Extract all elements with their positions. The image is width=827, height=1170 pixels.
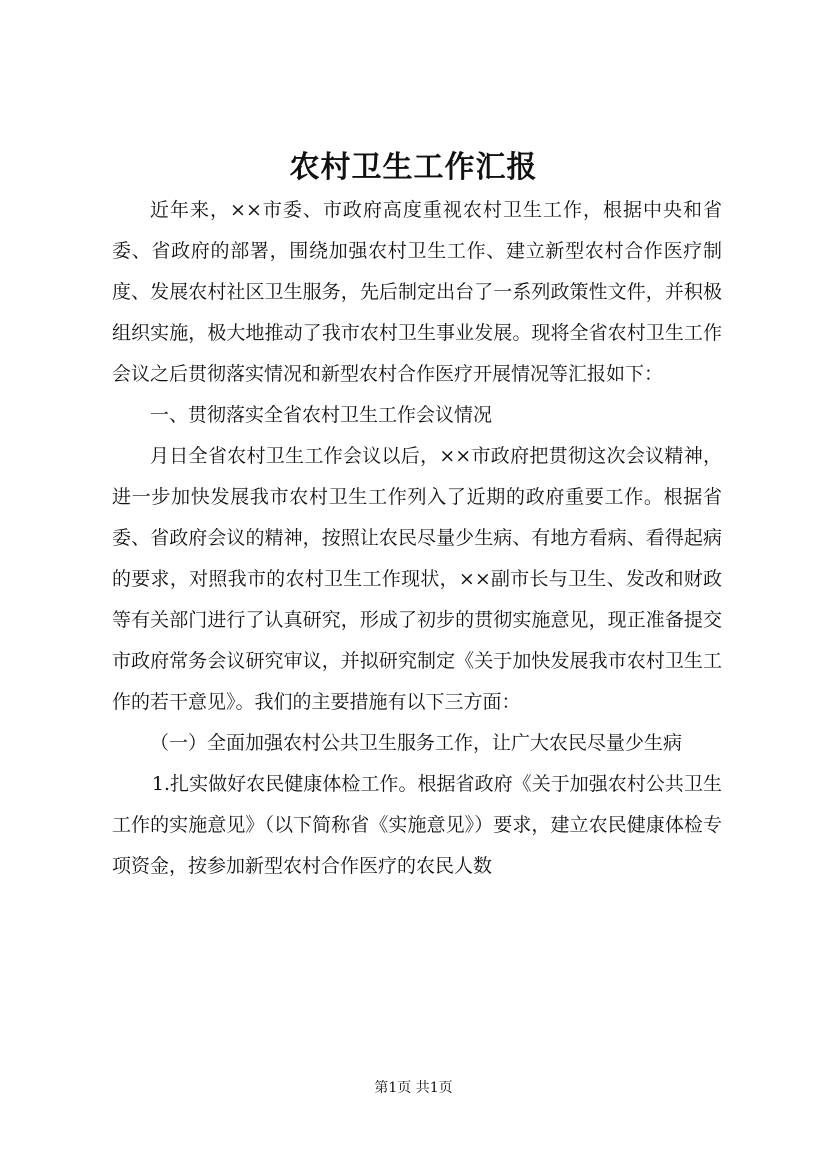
section-heading-1: 一、贯彻落实全省农村卫生工作会议情况 xyxy=(150,404,493,426)
page-footer: 第1页 共1页 xyxy=(374,1080,453,1096)
paragraph-section-1: 月日全省农村卫生工作会议以后，××市政府把贯彻这次会议精神，进一步加快发展我市农村卫生工作列入了近期的政府重要工作。根据省委、省政府会议的精神，按照让农民尽量少生病、有地方看病、看得起病的要求，对照我市的农村卫生工作现状，××副市长与卫生、发改和财政等有关部门进行了认真研究，形成了初步的贯彻实施意见，现正准备提交市政府常务会议研究审议，并拟研究制定《关于加快发展我市农村卫生工作的若干意见》。我们的主要措施有以下三方面： xyxy=(112,445,722,713)
paragraph-intro: 近年来，××市委、市政府高度重视农村卫生工作，根据中央和省委、省政府的部署，围绕加强农村卫生工作、建立新型农村合作医疗制度、发展农村社区卫生服务，先后制定出台了一系列政策性文件，并积极组织实施，极大地推动了我市农村卫生事业发展。现将全省农村卫生工作会议之后贯彻落实情况和新型农村合作医疗开展情况等汇报如下： xyxy=(112,199,722,385)
document-title: 农村卫生工作汇报 xyxy=(289,150,538,185)
subsection-heading-1: （一）全面加强农村公共卫生服务工作，让广大农民尽量少生病 xyxy=(150,732,683,754)
paragraph-item-1: 1.扎实做好农民健康体检工作。根据省政府《关于加强农村公共卫生工作的实施意见》（以下简称省《实施意见》）要求，建立农民健康体检专项资金，按参加新型农村合作医疗的农民人数 xyxy=(112,773,722,877)
document-body xyxy=(112,190,722,887)
